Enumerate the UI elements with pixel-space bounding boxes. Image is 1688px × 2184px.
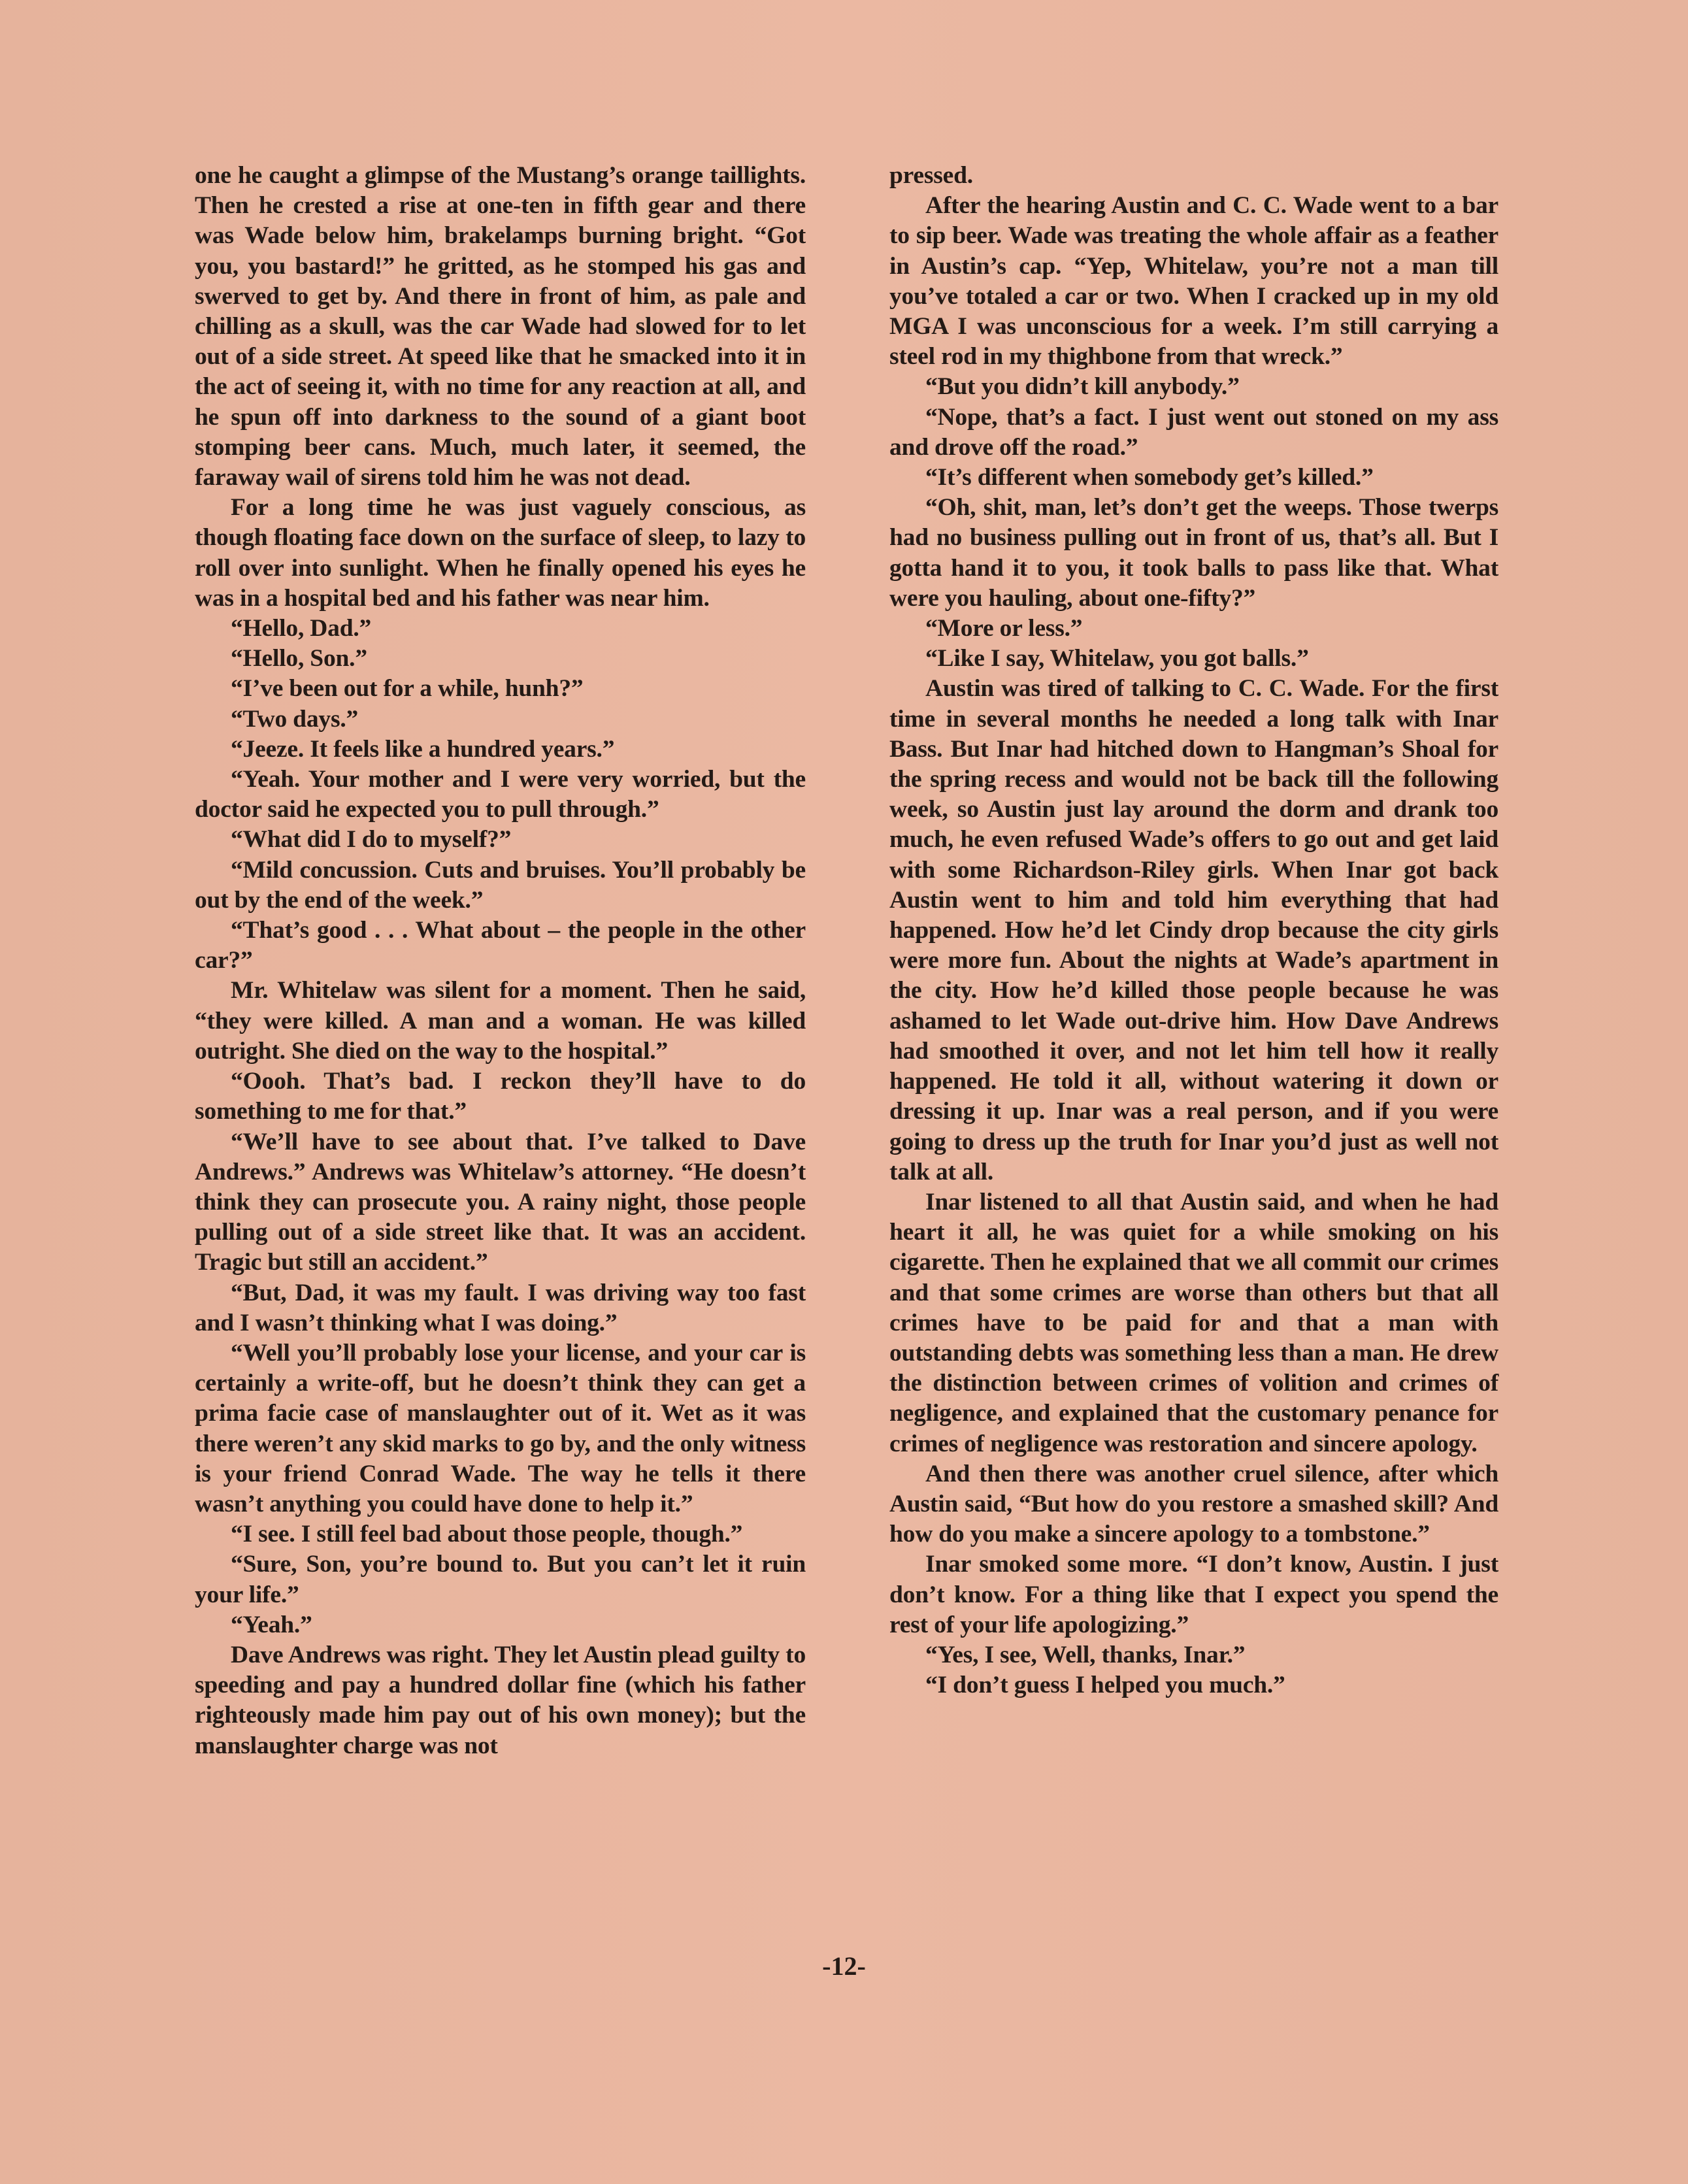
paragraph: “It’s different when somebody get’s killed.” (925, 464, 1374, 491)
paragraph: Inar listened to all that Austin said, and when he had heart it all, he was quiet for a while smoking on his cigarette. Then he explained that we all commit our crimes and that some crimes are worse than others but that all crimes have to be paid for and that a man with outstanding debts was something less than a man. He drew the distinction between crimes of volition and crimes of negligence, and explained that the customary penance for crimes of negligence was restoration and sincere apology. (889, 1188, 1498, 1457)
paragraph: “Well you’ll probably lose your license, and your car is certainly a write-off, but he doesn’t think they can get a prima facie case of manslaughter out of it. Wet as it was there weren’t any skid marks to go by, and the only witness is your friend Conrad Wade. The way he tells it there wasn’t anything you could have done to help it.” (195, 1339, 806, 1517)
paragraph: “Sure, Son, you’re bound to. But you can’t let it ruin your life.” (195, 1551, 806, 1608)
paragraph: “Yeah.” (231, 1611, 312, 1638)
paragraph: one he caught a glimpse of the Mustang’s orange taillights. Then he crested a rise at one-ten in fifth gear and there was Wade below him, brakelamps burning bright. “Got you, you bastard!” he gritted, as he stomped his gas and swerved to get by. And there in front of him, as pale and chilling as a skull, was the car Wade had slowed for to let out of a side street. At speed like that he smacked into it in the act of seeing it, with no time for any reaction at all, and he spun off into darkness to the sound of a giant boot stomping beer cans. Much, much later, it seemed, the faraway wail of sirens told him he was not dead. (195, 162, 806, 491)
paragraph: Mr. Whitelaw was silent for a moment. Then he said, “they were killed. A man and a woman. He was killed outright. She died on the way to the hospital.” (195, 977, 806, 1065)
paragraph: “Oh, shit, man, let’s don’t get the weeps. Those twerps had no business pulling out in front of us, that’s all. But I gotta hand it to you, it took balls to pass like that. What were you hauling, about one-fifty?” (889, 494, 1498, 612)
paragraph: “I don’t guess I helped you much.” (925, 1672, 1285, 1699)
paragraph: Dave Andrews was right. They let Austin plead guilty to speeding and pay a hundred dollar fine (which his father righteously made him pay out of his own money); but the manslaughter charge was not (195, 1641, 806, 1759)
paragraph: “But, Dad, it was my fault. I was driving way too fast and I wasn’t thinking what I was doing.” (195, 1279, 806, 1336)
paragraph: “Yes, I see, Well, thanks, Inar.” (925, 1641, 1246, 1668)
paragraph: For a long time he was just vaguely conscious, as though floating face down on the surface of sleep, to lazy to roll over into sunlight. When he finally opened his eyes he was in a hospital bed and his father was near him. (195, 494, 806, 612)
paragraph: “Yeah. Your mother and I were very worried, but the doctor said he expected you to pull through.” (195, 766, 806, 823)
paragraph: “Mild concussion. Cuts and bruises. You’ll probably be out by the end of the week.” (195, 856, 806, 914)
paragraph: “But you didn’t kill anybody.” (925, 373, 1240, 401)
right-column (889, 161, 1498, 1700)
paragraph: “Hello, Dad.” (231, 615, 372, 642)
page-number: -12- (822, 1951, 866, 1981)
paragraph: “We’ll have to see about that. I’ve talked to Dave Andrews.” Andrews was Whitelaw’s attorney. “He doesn’t think they can prosecute you. A rainy night, those people pulling out of a side street like that. It was an accident. Tragic but still an accident.” (195, 1128, 806, 1276)
paragraph: “I see. I still feel bad about those people, though.” (231, 1521, 743, 1548)
paragraph: “More or less.” (925, 615, 1083, 642)
paragraph: “Jeeze. It feels like a hundred years.” (231, 735, 615, 763)
paragraph: “Hello, Son.” (231, 645, 367, 672)
paragraph: And then there was another cruel silence, after which Austin said, “But how do you restore a smashed skill? And how do you make a sincere apology to a tombstone.” (889, 1460, 1498, 1548)
paragraph: Austin was tired of talking to C. C. Wade. For the first time in several months he needed a long talk with Inar Bass. But Inar had hitched down to Hangman’s Shoal for the spring recess and would not be back till the following week, so Austin just lay around the dorm and drank too much, he even refused Wade’s offers to go out and get laid with some Richardson-Riley girls. When Inar got back Austin went to him and told him everything that had happened. How he’d let Cindy drop because the city girls were more fun. About the nights at Wade’s apartment in the city. How he’d killed those people because he was ashamed to let Wade out-drive him. How Dave Andrews had smoothed it over, and not let him tell how it really happened. He told it all, without watering it down or dressing it up. Inar was a real person, and if you were going to dress up the truth for Inar you’d just as well not talk at all. (889, 675, 1498, 1185)
paragraph: “Like I say, Whitelaw, you got balls.” (925, 645, 1309, 672)
paragraph: Inar smoked some more. “I don’t know, Austin. I just don’t know. For a thing like that I expect you spend the rest of your life apologizing.” (889, 1551, 1498, 1638)
paragraph: pressed. (889, 162, 973, 189)
paragraph: “Two days.” (231, 705, 359, 733)
paragraph: “Oooh. That’s bad. I reckon they’ll have to do something to me for that.” (195, 1068, 806, 1125)
paragraph: “What did I do to myself?” (231, 826, 512, 853)
paragraph: “I’ve been out for a while, hunh?” (231, 675, 584, 703)
paragraph: “That’s good . . . What about – the people in the other car?” (195, 917, 806, 974)
paragraph: “Nope, that’s a fact. I just went out stoned on my ass and drove off the road.” (889, 403, 1498, 461)
paragraph: After the hearing Austin and C. C. Wade went to a bar to sip beer. Wade was treating the whole affair as a feather in Austin’s cap. “Yep, Whitelaw, you’re not a man till you’ve totaled a car or two. When I cracked up in my old MGA I was unconscious for a week. I’m still carrying a steel rod in my thighbone from that wreck.” (889, 192, 1498, 371)
left-column (195, 161, 806, 1761)
